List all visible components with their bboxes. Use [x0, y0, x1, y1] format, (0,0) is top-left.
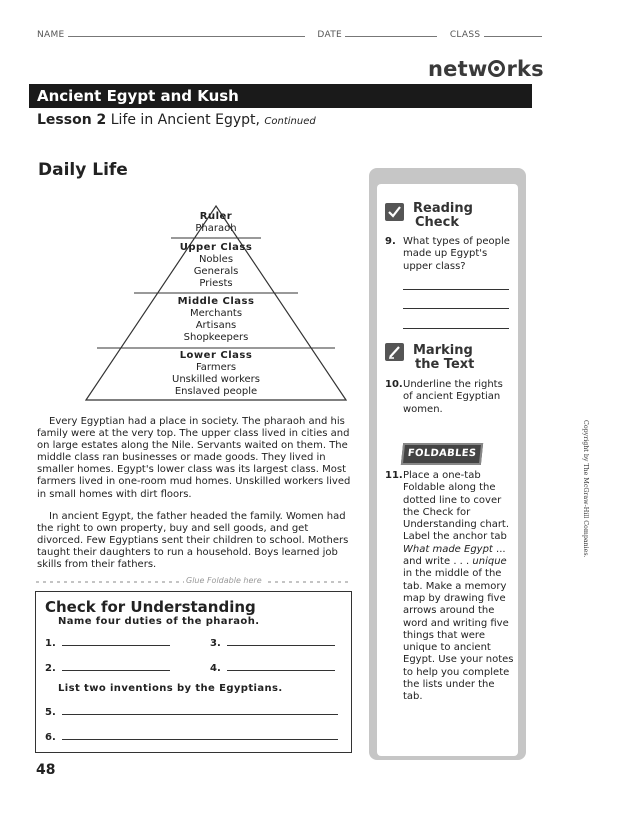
tier-lower-class: Lower Class Farmers Unskilled workers Enslaved people: [172, 350, 260, 397]
page-number: 48: [36, 762, 56, 778]
tier-middle-class: Middle Class Merchants Artisans Shopkeepers: [177, 296, 255, 343]
class-field[interactable]: [484, 28, 542, 37]
cfu-question-inventions: List two inventions by the Egyptians.: [58, 683, 283, 694]
reading-check-icon: [385, 203, 404, 221]
header-fields: [37, 28, 542, 40]
name-field[interactable]: [68, 28, 305, 37]
answer-4[interactable]: 4.: [210, 661, 335, 674]
date-field[interactable]: [345, 28, 437, 37]
paragraph-1: Every Egyptian had a place in society. The pharaoh and his family were at the very top. The upper class lived in cities and on large estates along the Nile. Servants waited on them. The middle class ran businesses or made goods. They lived in smaller homes. Egypt's lower class was its largest class. Most farmers lived in one-room mud homes. Unskilled workers lived in small homes with dirt floors.: [37, 416, 351, 500]
lesson-title: [37, 112, 316, 128]
continued-label: Continued: [264, 116, 316, 127]
lesson-name: Life in Ancient Egypt,: [110, 112, 260, 128]
cfu-question-duties: Name four duties of the pharaoh.: [58, 616, 260, 627]
class-label: CLASS: [449, 30, 481, 40]
copyright-notice: Copyright by The McGraw-Hill Companies.: [582, 420, 589, 558]
answer-1[interactable]: 1.: [45, 636, 170, 649]
glue-foldable-line: [36, 576, 352, 588]
name-label: NAME: [37, 30, 65, 40]
answer-6[interactable]: 6.: [45, 730, 338, 743]
glue-label: Glue Foldable here: [186, 576, 262, 585]
answer-5[interactable]: 5.: [45, 705, 338, 718]
networks-logo: netw rks: [428, 57, 544, 81]
marking-text-heading: Marking the Text: [413, 343, 475, 372]
chapter-banner: Ancient Egypt and Kush: [29, 84, 532, 108]
logo-o-icon: [488, 60, 505, 77]
question-10: 10. Underline the rights of ancient Egyptian women.: [385, 379, 503, 415]
date-label: DATE: [317, 30, 342, 40]
paragraph-2: In ancient Egypt, the father headed the family. Women had the right to own property, buy and sell goods, and get divorced. Few Egyptians sent their children to school. Mothers taught their daughters to run a household. Boys learned job skills from their fathers.: [37, 511, 349, 571]
check-for-understanding: [35, 591, 352, 753]
answer-line-9b[interactable]: [403, 308, 509, 309]
marking-text-icon: [385, 343, 404, 361]
question-11: 11. Place a one-tab Foldable along the dotted line to cover the Check for Understanding chart. Label the anchor tab What made Egypt ... and write . . . unique in the middle of the tab. Make a memory map by drawing five arrows around the word and writing five things that were unique to ancient Egypt. Use your notes to help you complete the lists under the tab.: [385, 470, 514, 703]
cfu-title: Check for Understanding: [45, 598, 256, 616]
lesson-number: Lesson 2: [37, 112, 107, 128]
reading-check-heading: Reading Check: [413, 201, 473, 230]
answer-3[interactable]: 3.: [210, 636, 335, 649]
section-title: Daily Life: [38, 160, 128, 180]
foldables-logo: FOLDABLES: [401, 443, 483, 465]
answer-line-9c[interactable]: [403, 328, 509, 329]
social-pyramid: [85, 205, 347, 401]
answer-2[interactable]: 2.: [45, 661, 170, 674]
tier-ruler: Ruler Pharaoh: [195, 211, 237, 234]
tier-upper-class: Upper Class Nobles Generals Priests: [179, 242, 253, 289]
question-9: 9. What types of people made up Egypt's upper class?: [385, 236, 510, 272]
answer-line-9a[interactable]: [403, 289, 509, 290]
